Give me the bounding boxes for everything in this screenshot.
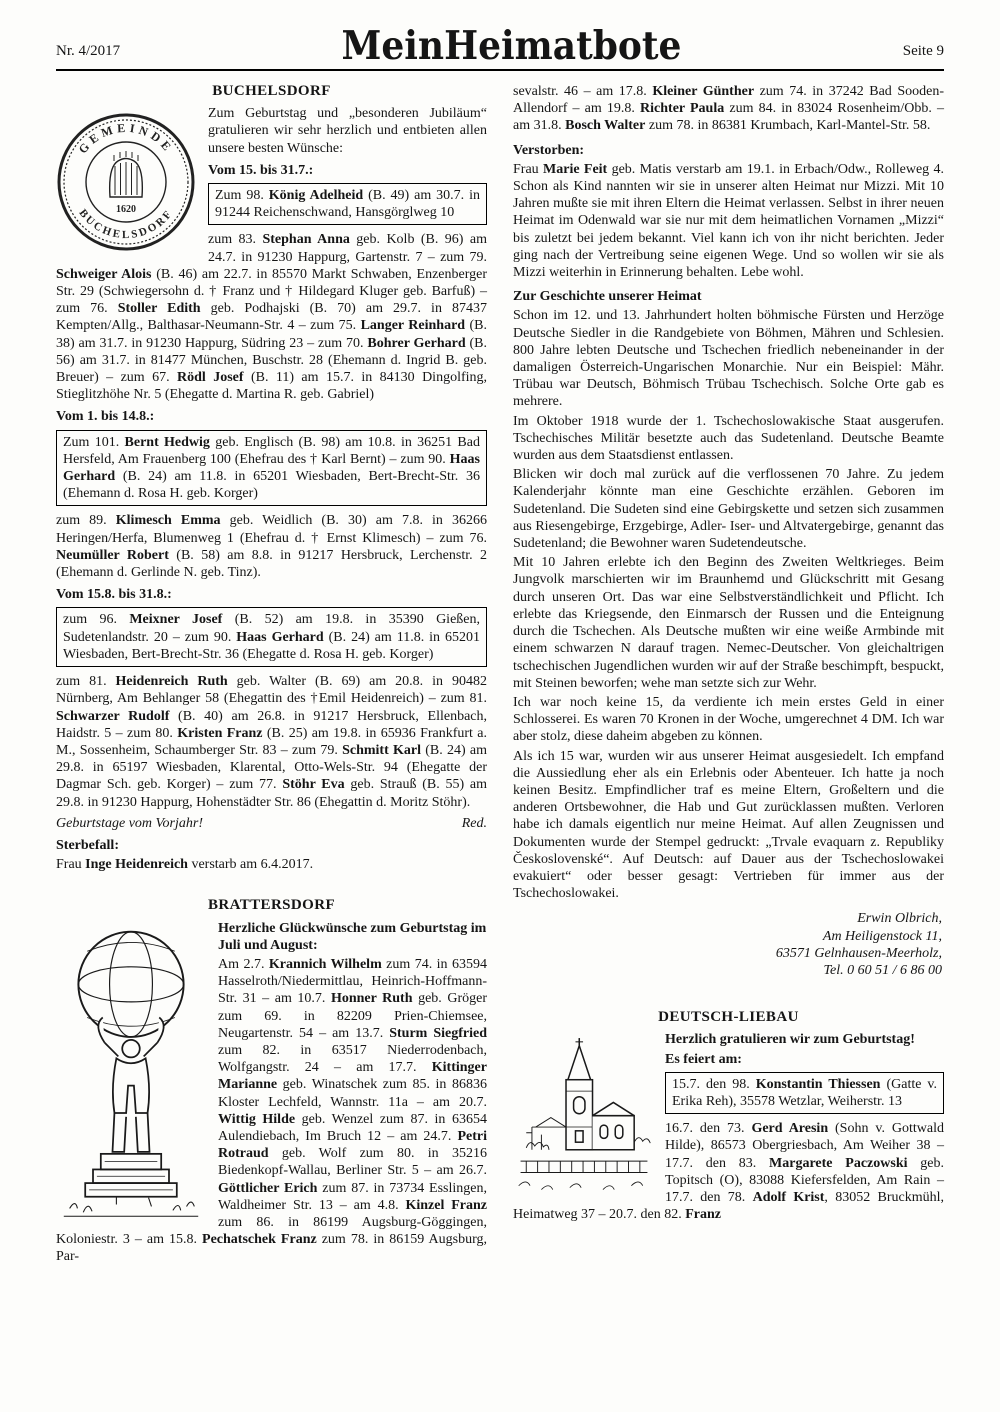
- deutsch-liebau-birthday-box-text: 15.7. den 98. Konstantin Thiessen (Gatte v. Erika Reh), 35578 Wetzlar, Weiherstr. 13: [672, 1076, 938, 1109]
- geschichte-paragraph: Als ich 15 war, wurden wir aus unserer Heimat ausgesiedelt. Ich empfand die Aussiedlung eher als ein Erlebnis oder Abenteuer. Ich hatte ja noch keinen Besitz. Empfindlicher traf es meine Eltern, Großeltern und die anderen Ortsbewohner, die Hab und Gut zurücklassen mußten. Verloren habe ich damals eigentlich nur meine Heimat. Auf allen Zeugnissen und Dokumenten wurde der Stempel gedruckt: „Trvale evaquarn z. Republiky Československé“. Auf Deutsch: auf Dauer aus der Tschechoslowakei evakuiert“ oder besser gesagt: Vertrieben für immer aus der Tschechoslowakei.: [513, 748, 944, 902]
- section-verstorben: [513, 142, 944, 282]
- geschichte-paragraph: Schon im 12. und 13. Jahrhundert holten böhmische Fürsten und Herzöge Deutsche Siedler in die Randgebiete von Böhmen, Mähren und Schlesien. 800 Jahre lebten Deutsche und Tschechen friedlich nebeneinander in der damaligen Österreich-Ungarischen Monarchie. Nur ein Beispiel: Mähr. Trübau war Deutsch, Böhmisch Trübau Tschechisch. Solche Orte gab es mehrere.: [513, 308, 944, 410]
- buchelsdorf-range-2: Vom 1. bis 14.8.:: [56, 409, 155, 425]
- section-deutsch-liebau: [513, 1009, 944, 1223]
- buchelsdorf-birthdays-late-august: zum 81. Heidenreich Ruth geb. Walter (B. 69) am 20.8. in 90482 Nürnberg, Am Behlanger 58 (Ehegattin des †Emil Heidenreich) – zum 81. Schwarzer Rudolf (B. 40) am 26.8. in 91217 Hersbruck, Ellenbach, Haidstr. 5 – zum 80. Kristen Franz (B. 25) am 19.8. in 65936 Frankfurt a. M., Sossenheim, Schaumberger Str. 83 – zum 79. Schmitt Karl (B. 24) am 29.8. in 65197 Wiesbaden, Klarental, Otto-Wels-Str. 94 (Ehegatte der Dagmar Sch. geb. Korger) – zum 77. Stöhr Eva geb. Strauß (B. 55) am 29.8. in 91230 Happurg, Hohenstädter Str. 86 (Ehegattin d. Moritz Stöhr).: [56, 674, 488, 810]
- geschichte-title: Zur Geschichte unserer Heimat: [513, 289, 702, 305]
- geschichte-paragraph: Blicken wir doch mal zurück auf die verflossenen 70 Jahre. Zu jedem Kalenderjahr könnte man eine Geschichte erzählen. Geboren im Sudetenland. Die Sudeten sind eine Gebirgskette und setzen sich zusammen aus Riesengebirge, Erzgebirge, Adler- Iser- und Altvatergebirge, genannt das Sudetenland; die Bewohner waren Sudetendeutsche.: [513, 467, 944, 552]
- deutsch-liebau-birthdays: 16.7. den 73. Gerd Aresin (Sohn v. Gottwald Hilde), 86573 Obergriesbach, Am Weiher 38 – 17.7. den 83. Margarete Paczowski geb. Topitsch (O), 83088 Kiefersfelden, Am Rain – 17.7. den 78. Adolf Krist, 83052 Bruckmühl, Heimatweg 37 – 20.7. den 82. Franz: [513, 1121, 944, 1223]
- seal-harp-icon: [110, 151, 143, 197]
- sterbefall-title: Sterbefall:: [56, 837, 119, 853]
- section-geschichte: [513, 288, 944, 979]
- geschichte-paragraph: Mit 10 Jahren erlebte ich den Beginn des Zweiten Weltkrieges. Beim Jungvolk marschierten wir im Braunhemd und Glückschritt mit Gesang durch unseren Ort. Das war eine Selbstverständlichkeit und Pflicht. Ich erlebte das Kriegsende, den Einmarsch der Russen und die Enteignung durch die Tschechen. Als Deutsche mußten wir eine weiße Armbinde mit einem schwarzen N darauf tragen. Nemec-Deutscher. Von gleichaltrigen tschechischen Jugendlichen wurden wir auf der Straße beschimpft, bespuckt, mit Steinen beworfen; wehe man setzte sich zur Wehr.: [513, 555, 944, 691]
- birthday-box-early-august-text: Zum 101. Bernt Hedwig geb. Englisch (B. 98) am 10.8. in 36251 Bad Hersfeld, Am Frauenberg 100 (Ehefrau des † Karl Bernt) – zum 90. Haas Gerhard (B. 24) am 11.8. in 65201 Wiesbaden, Bert-Brecht-Str. 36 (Ehemann d. Rosa H. geb. Korger): [63, 434, 480, 502]
- section-buchelsdorf: [56, 83, 487, 873]
- brattersdorf-birthdays-continued: sevalstr. 46 – am 17.8. Kleiner Günther zum 74. in 37242 Bad Sooden-Allendorf – am 19.8. Richter Paula zum 84. in 83024 Rosenheim/Obb. – am 31.8. Bosch Walter zum 78. in 86381 Krumbach, Karl-Mantel-Str. 58.: [513, 84, 944, 134]
- masthead-title: MeinHeimatbote: [341, 23, 682, 69]
- deutsch-liebau-subtitle-1: Herzlich gratulieren wir zum Geburtstag!: [665, 1032, 915, 1048]
- seal-year: 1620: [116, 204, 136, 216]
- seal-bottom-text: BUCHELSDORF: [76, 207, 176, 242]
- page-header: [56, 23, 944, 69]
- seal-top-text: GEMEINDE: [75, 120, 177, 157]
- header-rule: [56, 69, 944, 71]
- author-signature: [513, 910, 942, 979]
- birthday-box-late-august: [56, 607, 487, 667]
- atlas-statue-illustration: [56, 922, 206, 1224]
- church-illustration: [513, 1035, 655, 1203]
- vorjahr-note-row: [56, 815, 487, 832]
- column-layout: [56, 83, 944, 1268]
- signature-line: Erwin Olbrich,: [857, 911, 942, 927]
- issue-number: Nr. 4/2017: [56, 43, 121, 59]
- buchelsdorf-birthdays-july: zum 83. Stephan Anna geb. Kolb (B. 96) am 24.7. in 91230 Happurg, Gartenstr. 7 – zum 79. Schweiger Alois (B. 46) am 22.7. in 85570 Markt Schwaben, Enzenberger Str. 29 (Schwiegersohn d. † Franz und † Hildegard Kluger geb. Barfuß) – zum 76. Stoller Edith geb. Podhajski (B. 70) am 29.7. in 87437 Kempten/Allg., Balthasar-Neumann-Str. 4 – zum 75. Langer Reinhard (B. 38) am 31.7. in 91230 Happurg, Südring 23 – zum 70. Bohrer Gerhard (B. 56) am 31.7. in 81477 München, Buschstr. 28 (Ehemann d. Ingrid B. geb. Breuer) – zum 67. Rödl Josef (B. 11) am 15.7. in 84130 Dingolfing, Stieglitzhöhe Nr. 5 (Ehegatte d. Martina R. geb. Gabriel): [56, 232, 488, 403]
- vorjahr-note: Geburtstage vom Vorjahr!: [56, 815, 203, 831]
- geschichte-paragraph: Im Oktober 1918 wurde der 1. Tschechoslowakische Staat ausgerufen. Tschechisches Militär besetzte auch das Sudetenland. Deutsche Beamte wurden aus dem Staatsdienst entlassen.: [513, 413, 944, 464]
- verstorben-text: Frau Marie Feit geb. Matis verstarb am 19.1. in Erbach/Odw., Rolleweg 4. Schon als Kind nannten wir sie in unserer alten Heimat nur Mizzi. Mit 10 Jahren mußte sie mit ihren Eltern die Heimat verlassen. Selbst in ihrer neuen Heimat im Odenwald war sie nur mit dem heimatlichen Vornamen „Mizzi“ bis zuletzt bei jedem bekannt. Viel kann ich von ihr nicht berichten. Jeder ging nach der Vertreibung seine eigenen Wege. Und so wollen wir sie als Mizzi weiterhin in Erinnerung behalten. Lebe wohl.: [513, 161, 944, 281]
- section-title-buchelsdorf: BUCHELSDORF: [212, 83, 331, 99]
- brattersdorf-subtitle: Herzliche Glückwünsche zum Geburtstag im Juli und August:: [218, 920, 487, 953]
- birthday-box-july: [208, 183, 487, 225]
- buchelsdorf-range-3: Vom 15.8. bis 31.8.:: [56, 587, 172, 603]
- sterbefall-text: Frau Inge Heidenreich verstarb am 6.4.2017.: [56, 857, 314, 873]
- brattersdorf-birthdays: Am 2.7. Krannich Wilhelm zum 74. in 63594 Hasselroth/Niedermittlau, Heinrich-Hoffmann-Str. 31 – am 10.7. Honner Ruth geb. Gröger zum 69. in 82209 Prien-Chiemsee, Neugartenstr. 54 – am 13.7. Sturm Siegfried zum 82. in 63517 Niederrodenbach, Wolfgangstr. 24 – am 17.7. Kittinger Marianne geb. Winatschek zum 85. in 86836 Kloster Lechfeld, Wannstr. 11a – am 20.7. Wittig Hilde geb. Wenzel zum 87. in 63654 Aulendiebach, Im Bruch 12 – am 24.7. Petri Rotraud geb. Wolf zum 80. in 35216 Biedenkopf-Wallau, Berliner Str. 5 – am 26.7. Göttlicher Erich zum 87. in 73734 Esslingen, Waldheimer Str. 13 – am 4.8. Kinzel Franz zum 86. in 86199 Augsburg-Göggingen, Koloniestr. 3 – am 15.8. Pechatschek Franz zum 78. in 86159 Augsburg, Par-: [56, 956, 488, 1265]
- birthday-box-early-august: [56, 430, 487, 507]
- section-title-brattersdorf: BRATTERSDORF: [207, 897, 336, 914]
- birthday-box-july-text: Zum 98. König Adelheid (B. 49) am 30.7. in 91244 Reichenschwand, Hansgörglweg 10: [215, 188, 480, 221]
- vorjahr-signature: Red.: [461, 815, 487, 831]
- buchelsdorf-birthdays-early-august: zum 89. Klimesch Emma geb. Weidlich (B. 30) am 7.8. in 36266 Heringen/Herfa, Blumenweg 1 (Ehefrau d. † Ernst Klimesch) – zum 76. Neumüller Robert (B. 58) am 8.8. in 91217 Hersbruck, Lerchenstr. 2 (Ehemann d. Gerlinde N. geb. Tinz).: [56, 513, 488, 581]
- deutsch-liebau-birthday-box: [665, 1072, 944, 1114]
- signature-line: Am Heiligenstock 11,: [822, 928, 942, 944]
- signature-line: 63571 Gelnhausen-Meerholz,: [775, 945, 942, 961]
- birthday-box-late-august-text: zum 96. Meixner Josef (B. 52) am 19.8. in 35390 Gießen, Sudetenlandstr. 20 – zum 90. Haas Gerhard (B. 24) am 11.8. in 65201 Wiesbaden, Bert-Brecht-Str. 36 (Ehegatte d. Rosa H. geb. Korger): [63, 612, 480, 662]
- section-title-deutsch-liebau: DEUTSCH-LIEBAU: [658, 1009, 799, 1026]
- buchelsdorf-range-1: Vom 15. bis 31.7.:: [208, 162, 314, 178]
- page-number: Seite 9: [902, 43, 944, 59]
- buchelsdorf-intro: Zum Geburtstag und „besonderen Jubiläum“ gratulieren wir sehr herzlich und entbieten allen unsere besten Wünsche:: [208, 106, 487, 156]
- right-column: [513, 83, 944, 1268]
- left-column: [56, 83, 487, 1268]
- verstorben-title: Verstorben:: [513, 142, 585, 158]
- signature-line: Tel. 0 60 51 / 6 86 00: [823, 962, 942, 978]
- section-brattersdorf: [56, 897, 487, 1265]
- geschichte-paragraph: Ich war noch keine 15, da verdiente ich mein erstes Geld in einer Schlosserei. Es waren 70 Kronen in der Woche, umgerechnet 4 DM. Ich war aber stolz, diese daheim abgeben zu können.: [513, 694, 944, 745]
- buchelsdorf-seal: [56, 107, 196, 257]
- deutsch-liebau-subtitle-2: Es feiert am:: [665, 1051, 742, 1067]
